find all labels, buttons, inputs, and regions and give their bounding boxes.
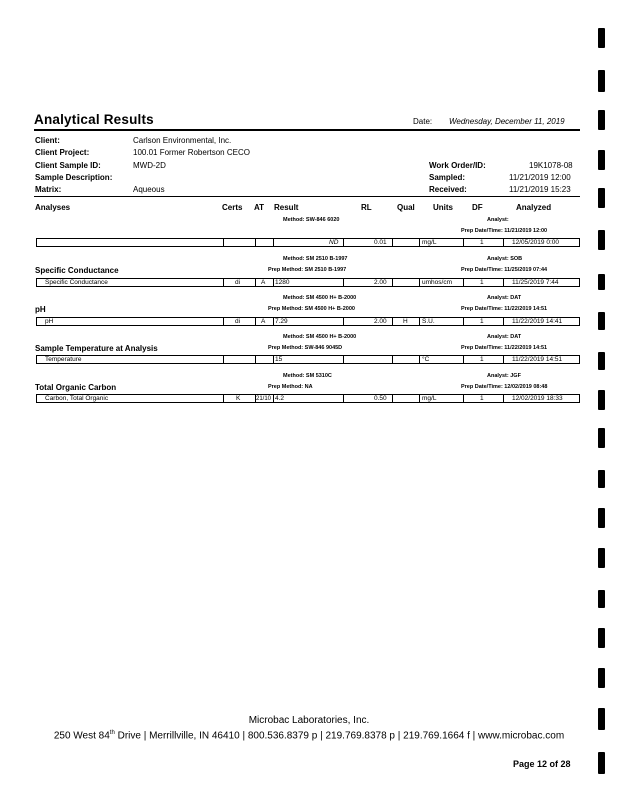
scan-mark [598,110,605,130]
row-qual: H [403,318,408,325]
analysis-group-title: Specific Conductance [35,266,119,275]
matrix-label: Matrix: [35,185,62,194]
analyst-line: Analyst: DAT [487,295,522,301]
scan-mark [598,28,605,48]
row-df: 1 [480,356,484,363]
row-units: umhos/cm [422,279,452,286]
row-name: Specific Conductance [45,279,108,286]
col-df: DF [472,203,483,212]
header-rule [34,129,580,131]
description-label: Sample Description: [35,173,113,182]
row-units: mg/L [422,395,437,402]
prep-date-line: Prep Date/Time: 11/25/2019 07:44 [461,267,548,273]
row-analyzed: 12/05/2019 0:00 [512,239,559,246]
analyst-line: Analyst: DAT [487,334,522,340]
work-order-value: 19K1078-08 [529,161,573,170]
row-certs: di [235,318,241,325]
project-value: 100.01 Former Robertson CECO [133,148,250,157]
client-value: Carlson Environmental, Inc. [133,136,232,145]
date-label: Date: [413,117,433,126]
sampled-value: 11/21/2019 12:00 [509,173,571,182]
scan-mark [598,390,605,410]
scan-mark [598,312,605,330]
row-analyzed: 11/22/2019 14:41 [512,318,563,325]
method-line: Method: SM 2510 B-1997 [283,256,348,262]
received-value: 11/21/2019 15:23 [509,185,571,194]
scan-mark [598,470,605,488]
row-result: 4.2 [275,395,285,402]
client-label: Client: [35,136,60,145]
project-label: Client Project: [35,148,90,157]
page-number: Page 12 of 28 [513,759,571,769]
footer-address-sup: th [109,730,115,736]
footer-address [0,730,618,741]
scan-mark [598,428,605,448]
row-certs: di [235,279,241,286]
row-result: 7.29 [275,318,288,325]
row-analyzed: 11/22/2019 14:51 [512,356,563,363]
analyst-line: Analyst: JGF [487,373,521,379]
row-at: A [261,279,266,286]
analyst-line: Analyst: [487,217,509,223]
scan-mark [598,274,605,290]
matrix-value: Aqueous [133,185,165,194]
sample-id-value: MWD-2D [133,161,166,170]
row-df: 1 [480,279,484,286]
sample-id-label: Client Sample ID: [35,161,101,170]
col-analyzed: Analyzed [516,203,552,212]
prep-method-line: Prep Method: NA [268,384,313,390]
method-line: Method: SM 5310C [283,373,332,379]
method-line: Method: SM 4500 H+ B-2000 [283,334,357,340]
row-units: °C [422,356,430,363]
row-rl: 2.00 [374,318,387,325]
table-row [36,394,580,403]
scan-mark [598,708,605,730]
row-df: 1 [480,318,484,325]
analyst-line: Analyst: SOB [487,256,523,262]
report-title: Analytical Results [34,112,154,127]
footer-address-prefix: 250 West 84 [53,730,110,742]
scan-mark [598,590,605,608]
col-at: AT [254,203,265,212]
scan-mark [598,548,605,568]
col-result: Result [274,203,299,212]
sampled-label: Sampled: [429,173,466,182]
scan-mark [598,150,605,170]
row-certs: K [236,395,241,402]
method-line: Method: SW-846 6020 [283,217,340,223]
method-line: Method: SM 4500 H+ B-2000 [283,295,357,301]
row-rl: 2.00 [374,279,387,286]
row-df: 1 [480,239,484,246]
analysis-group-title: Sample Temperature at Analysis [35,344,158,353]
row-name: pH [45,318,54,325]
table-row [36,355,580,364]
prep-date-line: Prep Date/Time: 12/02/2019 08:48 [461,384,548,390]
row-result: 15 [275,356,283,363]
scan-mark [598,752,605,774]
prep-method-line: Prep Method: SW-846 9045D [268,345,343,351]
table-row [36,278,580,287]
received-label: Received: [429,185,467,194]
row-units: S.U. [422,318,435,325]
row-name: Temperature [45,356,82,363]
footer-address-rest: Drive | Merrillville, IN 46410 | 800.536.8379 p | 219.769.8378 p | 219.769.1664 f | www.microbac.com [114,730,565,742]
row-at: A [261,318,266,325]
analysis-group-title: Total Organic Carbon [35,383,117,392]
scan-mark [598,628,605,648]
table-row [36,238,580,247]
date-value: Wednesday, December 11, 2019 [449,117,565,126]
col-certs: Certs [222,203,243,212]
prep-date-line: Prep Date/Time: 11/22/2019 14:51 [461,306,548,312]
row-analyzed: 11/25/2019 7:44 [512,279,559,286]
prep-date-line: Prep Date/Time: 11/22/2019 14:51 [461,345,548,351]
prep-method-line: Prep Method: SM 2510 B-1997 [268,267,347,273]
col-units: Units [433,203,453,212]
row-rl: 0.50 [374,395,387,402]
col-qual: Qual [397,203,415,212]
scan-mark [598,668,605,688]
scan-mark [598,352,605,370]
scan-mark [598,508,605,528]
work-order-label: Work Order/ID: [429,161,486,170]
prep-date-line: Prep Date/Time: 11/21/2019 12:00 [461,228,548,234]
client-rule [34,196,580,197]
row-result: ND [329,239,339,246]
scan-mark [598,230,605,250]
col-analyses: Analyses [35,203,71,212]
table-row [36,317,580,326]
scan-mark [598,188,605,208]
scan-mark [598,70,605,92]
col-rl: RL [361,203,372,212]
prep-method-line: Prep Method: SM 4500 H+ B-2000 [268,306,355,312]
row-at: 21/10 [256,396,272,402]
row-units: mg/L [422,239,437,246]
row-analyzed: 12/02/2019 18:33 [512,395,563,402]
row-df: 1 [480,395,484,402]
row-rl: 0.01 [374,239,387,246]
footer-company: Microbac Laboratories, Inc. [248,715,370,726]
row-result: 1280 [275,279,290,286]
row-name: Carbon, Total Organic [45,395,109,402]
analysis-group-title: pH [35,305,46,314]
